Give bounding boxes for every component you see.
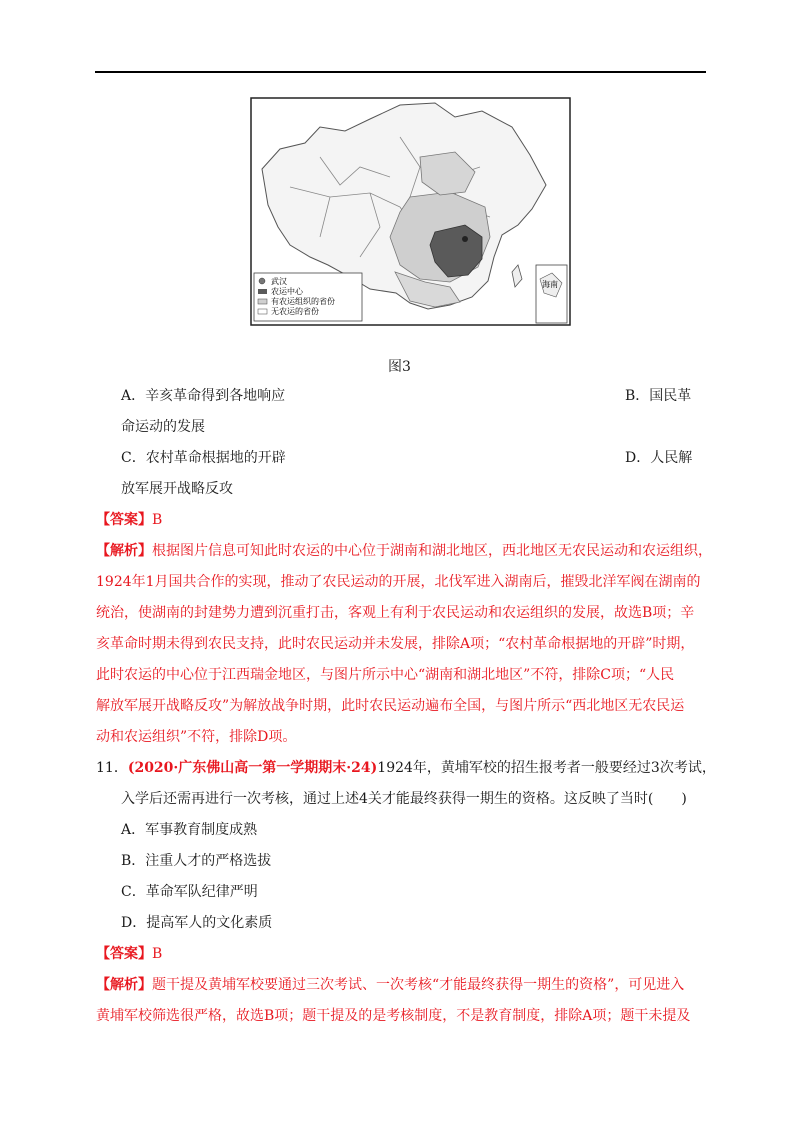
q10-analysis-text-2: 统治，使湖南的封建势力遭到沉重打击，客观上有利于农民运动和农运组织的发展，故选B项；辛 <box>96 605 695 621</box>
q10-analysis-text-6: 动和农运组织”不符，排除D项。 <box>96 729 297 745</box>
q11-number: 11． <box>96 760 128 776</box>
q10-answer <box>96 510 162 530</box>
q11-analysis-text-1: 黄埔军校筛选很严格，故选B项；题干提及的是考核制度，不是教育制度，排除A项；题干未提及 <box>96 1008 691 1024</box>
q11-option-b: B．注重人才的严格选拔 <box>121 853 272 869</box>
q10-option-d-part1: D．人民解 <box>625 450 693 466</box>
q11-stem-text-1: 1924年，黄埔军校的招生报考者一般要经过3次考试， <box>377 760 716 776</box>
legend-core: 农运中心 <box>271 287 303 296</box>
legend-organized: 有农运组织的省份 <box>271 297 335 306</box>
q10-option-c: C．农村革命根据地的开辟 <box>121 450 286 466</box>
q11-stem-line2: 入学后还需再进行一次考核，通过上述4关才能最终获得一期生的资格。这反映了当时( ) <box>121 791 687 807</box>
q11-analysis-line <box>96 975 684 995</box>
q11-answer <box>96 944 162 964</box>
q11-option-d: D．提高军人的文化素质 <box>121 915 273 931</box>
q11-analysis-tag: 【解析】 <box>96 977 152 993</box>
q11-option-a: A．军事教育制度成熟 <box>121 822 258 838</box>
q11-answer-tag: 【答案】 <box>96 946 152 962</box>
q11-answer-value: B <box>152 946 163 962</box>
q11-source: (2020·广东佛山高一第一学期期末·24) <box>127 760 378 776</box>
map-image <box>250 97 571 326</box>
q10-analysis-text-0: 根据图片信息可知此时农运的中心位于湖南和湖北地区，西北地区无农民运动和农运组织， <box>152 543 712 559</box>
q10-option-b-part1: B．国民革 <box>625 388 692 404</box>
q10-analysis-text-4: 此时农运的中心位于江西瑞金地区，与图片所示中心“湖南和湖北地区”不符，排除C项；“人民 <box>96 667 675 683</box>
q11-option-c: C．革命军队纪律严明 <box>121 884 258 900</box>
q11-analysis-text-0: 题干提及黄埔军校要通过三次考试、一次考核“才能最终获得一期生的资格”，可见进入 <box>152 977 685 993</box>
q10-answer-tag: 【答案】 <box>96 512 152 528</box>
q10-analysis-line <box>96 541 712 561</box>
legend-wuhan: 武汉 <box>271 277 287 286</box>
q10-option-b-part2: 命运动的发展 <box>121 419 205 435</box>
q10-analysis-text-1: 1924年1月国共合作的实现，推动了农民运动的开展，北伐军进入湖南后，摧毁北洋军阀在湖南的 <box>96 574 701 590</box>
q10-analysis-tag: 【解析】 <box>96 543 152 559</box>
q11-stem-line1 <box>96 758 716 778</box>
q10-option-d-part2: 放军展开战略反攻 <box>121 481 233 497</box>
figure-caption: 图3 <box>388 359 411 375</box>
q10-analysis-text-5: 解放军展开战略反攻”为解放战争时期，此时农民运动遍布全国，与图片所示“西北地区无农民运 <box>96 698 685 714</box>
legend-none: 无农运的省份 <box>271 307 319 316</box>
q10-answer-value: B <box>152 512 163 528</box>
inset-label: 海南 <box>542 280 558 289</box>
china-map-figure <box>250 97 571 326</box>
q10-analysis-text-3: 亥革命时期未得到农民支持，此时农民运动并未发展，排除A项；“农村革命根据地的开辟”时期， <box>96 636 695 652</box>
q10-option-a: A．辛亥革命得到各地响应 <box>121 388 286 404</box>
header-rule <box>95 71 706 73</box>
